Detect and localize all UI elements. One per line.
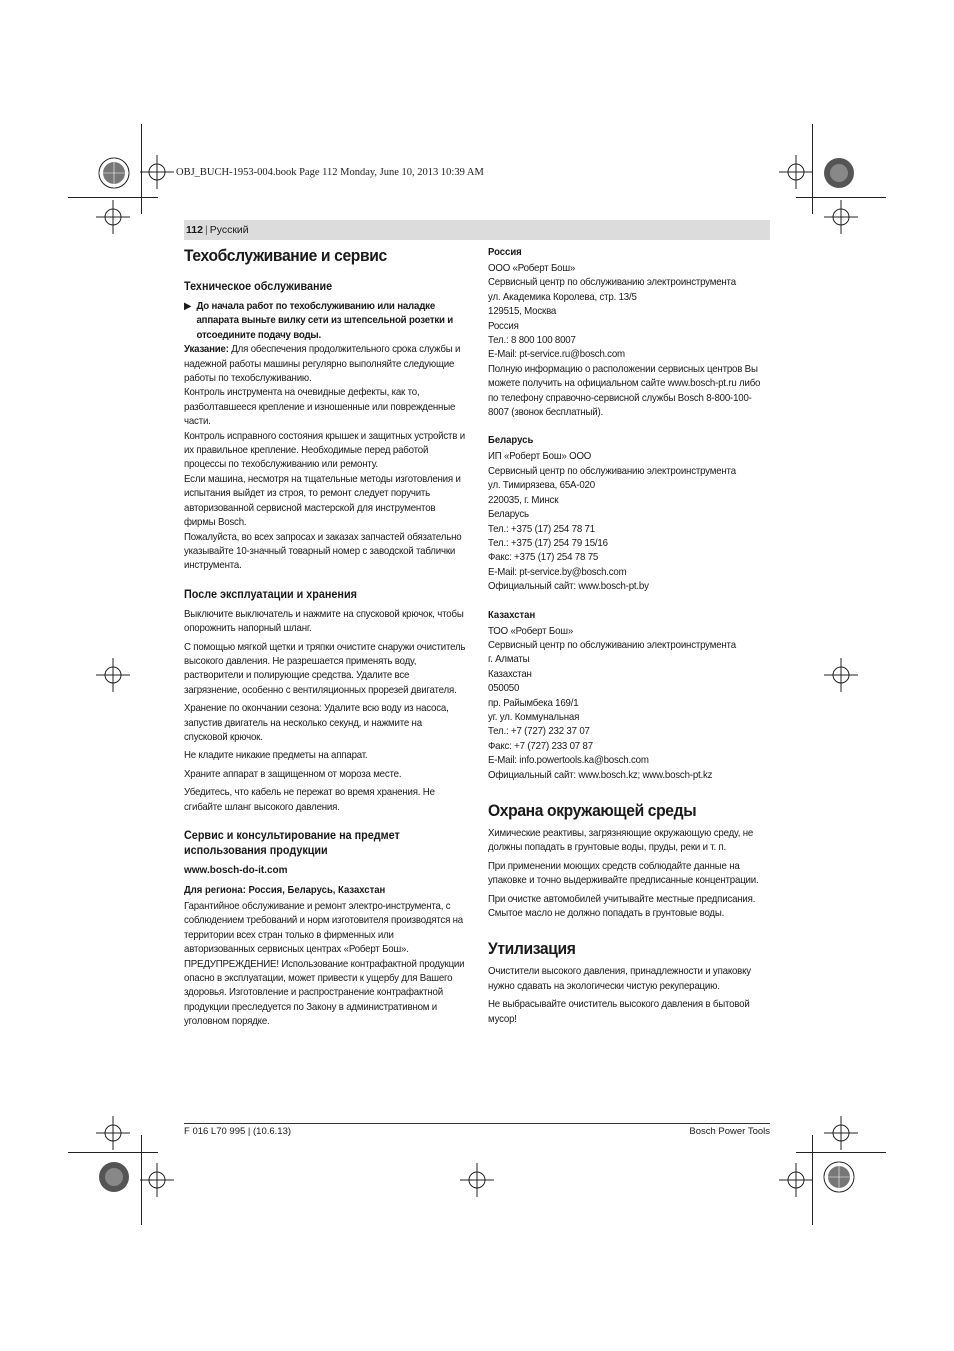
address-line: Россия bbox=[488, 320, 519, 332]
address-line: 050050 bbox=[488, 683, 520, 695]
address-line: Тел.: 8 800 100 8007 bbox=[488, 335, 576, 347]
paragraph: Пожалуйста, во всех запросах и заказах запчастей обязательно указывайте 10-значный товарный номер с заводской таблички инструмента. bbox=[184, 531, 462, 572]
crop-line bbox=[68, 1152, 158, 1153]
section-title-maintenance-service: Техобслуживание и сервис bbox=[184, 246, 387, 265]
address-line: Факс: +7 (727) 233 07 87 bbox=[488, 740, 593, 752]
heading-storage: После эксплуатации и хранения bbox=[184, 588, 357, 601]
crop-line bbox=[141, 1135, 142, 1225]
paragraph: Если машина, несмотря на тщательные методы изготовления и испытания выйдет из строя, то ремонт следует поручить авторизованной сервисной мастерской для инструментов фирмы Bosch. bbox=[184, 473, 461, 529]
paragraph: Очистители высокого давления, принадлежности и упаковку нужно сдавать на экологически чистую рекуперацию. bbox=[488, 966, 751, 992]
warning-text: До начала работ по техобслуживанию или наладке аппарата выньте вилку сети из штепсельной розетки и отсоедините подачу воды. bbox=[196, 301, 454, 341]
right-column bbox=[488, 246, 770, 1027]
crosshair-mark-icon bbox=[96, 1116, 130, 1150]
crosshair-mark-icon bbox=[460, 1163, 494, 1197]
address-line: Тел.: +375 (17) 254 78 71 bbox=[488, 523, 595, 535]
page-number: 112 bbox=[186, 224, 203, 236]
heading-belarus: Беларусь bbox=[488, 435, 534, 447]
crop-line bbox=[796, 1152, 886, 1153]
crosshair-mark-icon bbox=[779, 155, 813, 189]
header-separator: | bbox=[204, 224, 208, 236]
address-line: Сервисный центр по обслуживанию электроинструмента bbox=[488, 277, 736, 289]
warning-bullet bbox=[184, 300, 466, 343]
crop-line bbox=[796, 197, 886, 198]
address-line: ул. Тимирязева, 65А-020 bbox=[488, 480, 595, 492]
address-line: Тел.: +7 (727) 232 37 07 bbox=[488, 726, 590, 738]
crop-line bbox=[812, 1135, 813, 1225]
note-label: Указание: bbox=[184, 344, 229, 356]
bullet-arrow-icon: ▶ bbox=[184, 301, 192, 312]
address-line: Официальный сайт: www.bosch.kz; www.bosch-pt.kz bbox=[488, 769, 713, 781]
note-paragraph bbox=[184, 343, 466, 386]
note-text: Для обеспечения продолжительного срока службы и надежной работы машины регулярно выполняйте следующие работы по техобслуживанию. bbox=[184, 344, 461, 385]
paragraph: ПРЕДУПРЕЖДЕНИЕ! Использование контрафактной продукции опасно в эксплуатации, может привести к ущербу для Вашего здоровья. Изготовление и распространение контрафактной продукции преследуется по Закону в административном и уголовном порядке. bbox=[184, 958, 465, 1028]
paragraph: Храните аппарат в защищенном от мороза месте. bbox=[184, 768, 402, 780]
page-header-bar bbox=[184, 220, 770, 240]
registration-mark-icon bbox=[97, 156, 131, 190]
crosshair-mark-icon bbox=[140, 1163, 174, 1197]
paragraph: Не выбрасывайте очиститель высокого давления в бытовой мусор! bbox=[488, 999, 750, 1025]
paragraph: При применении моющих средств соблюдайте данные на упаковке и точно выдерживайте предписанные концентрации. bbox=[488, 860, 759, 887]
paragraph: Полную информацию о расположении сервисных центров Вы можете получить на официальном сайте www.bosch-pt.ru либо по телефону справочно-сервисной службы Bosch 8-800-100-8007 (звонок бесплатный). bbox=[488, 363, 761, 419]
address-line: Беларусь bbox=[488, 509, 529, 521]
registration-mark-icon bbox=[822, 1160, 856, 1194]
heading-maintenance: Техническое обслуживание bbox=[184, 281, 333, 293]
paragraph: Гарантийное обслуживание и ремонт электро-инструмента, с соблюдением требований и норм изготовителя производятся на территории всех стран только в фирменных или авторизованных сервисных центрах «Роберт Бош». bbox=[184, 901, 463, 956]
heading-service: Сервис и консультирование на предмет использования продукции bbox=[184, 830, 400, 857]
crosshair-mark-icon bbox=[140, 155, 174, 189]
address-line: 129515, Москва bbox=[488, 306, 557, 318]
crop-line bbox=[141, 124, 142, 214]
address-line: 220035, г. Минск bbox=[488, 494, 559, 506]
address-line: Сервисный центр по обслуживанию электроинструмента bbox=[488, 465, 736, 477]
print-header: OBJ_BUCH-1953-004.book Page 112 Monday, June 10, 2013 10:39 AM bbox=[176, 167, 484, 178]
crosshair-mark-icon bbox=[96, 658, 130, 692]
address-line: Казахстан bbox=[488, 668, 532, 680]
address-line: Факс: +375 (17) 254 78 75 bbox=[488, 552, 599, 564]
heading-russia: Россия bbox=[488, 247, 522, 258]
crop-line bbox=[68, 197, 158, 198]
paragraph: Выключите выключатель и нажмите на спусковой крючок, чтобы опорожнить напорный шланг. bbox=[184, 608, 464, 635]
address-line: E-Mail: pt-service.ru@bosch.com bbox=[488, 349, 625, 361]
paragraph: При очистке автомобилей учитывайте местные предписания. Смытое масло не должно попадать в грунтовые воды. bbox=[488, 893, 756, 920]
paragraph: С помощью мягкой щетки и тряпки очистите снаружи очиститель высокого давления. Не разрешается применять воду, растворители и полирующие средства. Удалите все загрязнение, особенно с вентиляционных прорезей двигателя. bbox=[184, 641, 466, 696]
page-language: Русский bbox=[209, 224, 249, 236]
crosshair-mark-icon bbox=[96, 200, 130, 234]
section-title-environment: Охрана окружающей среды bbox=[488, 801, 697, 820]
address-line: ООО «Роберт Бош» bbox=[488, 263, 576, 274]
footer-document-code: F 016 L70 995 | (10.6.13) bbox=[184, 1126, 292, 1137]
address-line: Сервисный центр по обслуживанию электроинструмента bbox=[488, 639, 736, 651]
address-line: Официальный сайт: www.bosch-pt.by bbox=[488, 581, 649, 593]
address-line: г. Алматы bbox=[488, 654, 530, 666]
service-url-link[interactable]: www.bosch-do-it.com bbox=[184, 865, 288, 876]
section-title-disposal: Утилизация bbox=[488, 939, 576, 959]
footer-rule bbox=[184, 1123, 770, 1124]
address-line: Тел.: +375 (17) 254 79 15/16 bbox=[488, 537, 608, 549]
paragraph: Контроль исправного состояния крышек и защитных устройств и их правильное крепление. Необходимые перед работой процессы по техобслуживанию или ремонту. bbox=[184, 430, 465, 471]
address-line: пр. Райымбека 169/1 bbox=[488, 697, 579, 709]
crop-line bbox=[812, 124, 813, 214]
paragraph: Убедитесь, что кабель не пережат во время хранения. Не сгибайте шланг высокого давления. bbox=[184, 787, 435, 813]
address-line: ИП «Роберт Бош» ООО bbox=[488, 451, 592, 463]
address-line: E-Mail: pt-service.by@bosch.com bbox=[488, 566, 627, 578]
left-column bbox=[184, 246, 466, 1030]
crosshair-mark-icon bbox=[824, 658, 858, 692]
paragraph: Хранение по окончании сезона: Удалите всю воду из насоса, запустив двигатель на несколько секунд, и нажмите на спусковой крючок. bbox=[184, 703, 449, 743]
crosshair-mark-icon bbox=[824, 200, 858, 234]
address-line: уг. ул. Коммунальная bbox=[488, 711, 580, 723]
heading-kazakhstan: Казахстан bbox=[488, 609, 536, 621]
registration-mark-icon bbox=[97, 1160, 131, 1194]
footer-brand: Bosch Power Tools bbox=[689, 1126, 770, 1137]
crosshair-mark-icon bbox=[779, 1163, 813, 1197]
paragraph: Химические реактивы, загрязняющие окружающую среду, не должны попадать в грунтовые воды, пруды, реки и т. п. bbox=[488, 828, 754, 854]
paragraph: Не кладите никакие предметы на аппарат. bbox=[184, 750, 368, 762]
registration-mark-icon bbox=[822, 156, 856, 190]
heading-region: Для региона: Россия, Беларусь, Казахстан bbox=[184, 885, 386, 896]
crosshair-mark-icon bbox=[824, 1116, 858, 1150]
paragraph: Контроль инструмента на очевидные дефекты, как то, разболтавшееся крепление и изношенные или поврежденные части. bbox=[184, 387, 456, 428]
address-line: E-Mail: info.powertools.ka@bosch.com bbox=[488, 755, 649, 767]
address-line: ТОО «Роберт Бош» bbox=[488, 625, 574, 637]
address-line: ул. Академика Королева, стр. 13/5 bbox=[488, 291, 637, 303]
